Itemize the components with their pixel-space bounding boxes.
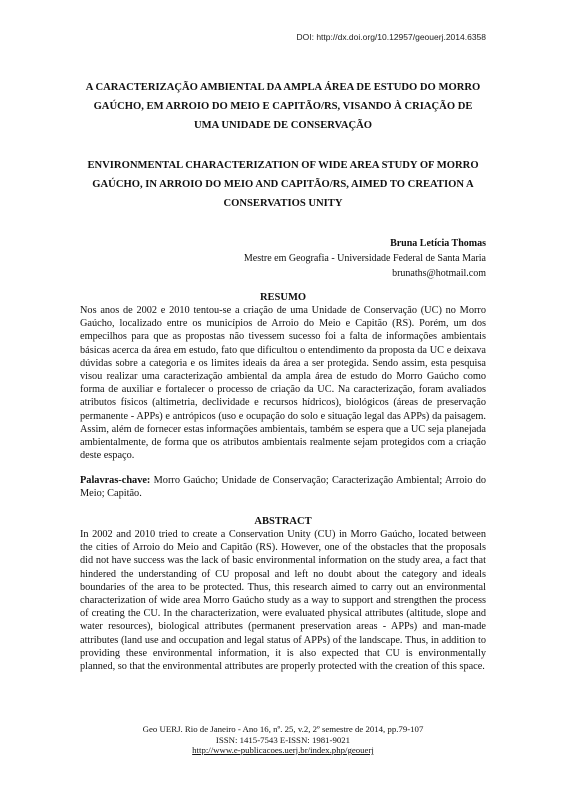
author-affiliation: Mestre em Geografia - Universidade Federal de Santa Maria [243, 253, 486, 264]
author-name: Bruna Letícia Thomas [390, 238, 486, 249]
footer-journal: Geo UERJ. Rio de Janeiro - Ano 16, nº. 25, v.2, 2º semestre de 2014, pp.79-107 [142, 724, 424, 734]
author-block [244, 236, 486, 281]
footer-url-link[interactable]: http://www.e-publicacoes.uerj.br/index.php/geouerj [192, 745, 374, 755]
resumo-heading: RESUMO [259, 292, 307, 303]
keywords-paragraph [80, 474, 486, 500]
title-portuguese: A CARACTERIZAÇÃO AMBIENTAL DA AMPLA ÁREA DE ESTUDO DO MORRO GAÚCHO, EM ARROIO DO MEIO E CAPITÃO/RS, VISANDO À CRIAÇÃO DE UMA UNIDADE DE CONSERVAÇÃO [85, 82, 481, 131]
author-email: brunaths@hotmail.com [392, 268, 486, 279]
doi-header: DOI: http://dx.doi.org/10.12957/geouerj.2014.6358 [296, 32, 486, 42]
footer-issn: ISSN: 1415-7543 E-ISSN: 1981-9021 [215, 734, 351, 745]
keywords-label: Palavras-chave: [80, 475, 151, 486]
title-english: ENVIRONMENTAL CHARACTERIZATION OF WIDE AREA STUDY OF MORRO GAÚCHO, IN ARROIO DO MEIO AND CAPITÃO/RS, AIMED TO CREATION A CONSERVATIOS UNITY [87, 160, 479, 209]
abstract-text: In 2002 and 2010 tried to create a Conservation Unity (CU) in Morro Gaúcho, located between the cities of Arroio do Meio and Capitão (RS). However, one of the obstacles that the proposals did not have success was the lack of basic environmental information on the study area, a fact that hindered the understanding of CU proposal and left no doubt about the category and ideals boundaries of the area to be protected. Thus, this research aimed to carry out an environmental characterization of wide area Morro Gaúcho study as a way to support and strengthen the process of creating the CU. In the characterization, were evaluated physical attributes (altitude, slope and water resources), biological attributes (permanent preservation areas - APPs) and man-made attributes (land use and occupation and legal status of APPs) of the landscape. Thus, in addition to providing these environmental information, it is also expected that CU is environmentally planned, so that the environmental attributes are properly protected with the creation of this space. [80, 529, 486, 673]
resumo-text: Nos anos de 2002 e 2010 tentou-se a criação de uma Unidade de Conservação (UC) no Morro Gaúcho, localizado entre os municípios de Arroio do Meio e Capitão (RS). Porém, um dos empecilhos para que as propostas não tivessem sucesso foi a falta de informações ambientais básicas acerca da área em estudo, fato que dificultou o entendimento da proposta da UC e deixava dúvidas sobre a categoria e os limites ideais da área a ser protegida. Sendo assim, esta pesquisa visou realizar uma caracterização ambiental da ampla área de estudo do Morro Gaúcho como forma de auxiliar e fortalecer o processo de criação da UC. Na caracterização, foram avaliados atributos físicos (altimetria, declividade e recursos hídricos), biológicos (áreas de preservação permanente - APPs) e antrópicos (uso e ocupação do solo e situação legal das APPs) da paisagem. Assim, além de fornecer estas informações ambientais, também se espera que a UC seja planejada ambientalmente, de forma que os atributos ambientais realmente sejam protegidos com a criação deste espaço. [80, 305, 486, 462]
page-footer [80, 724, 486, 756]
keywords-text: Morro Gaúcho; Unidade de Conservação; Caracterização Ambiental; Arroio do Meio; Capitão. [80, 475, 486, 500]
abstract-heading: ABSTRACT [254, 516, 312, 527]
